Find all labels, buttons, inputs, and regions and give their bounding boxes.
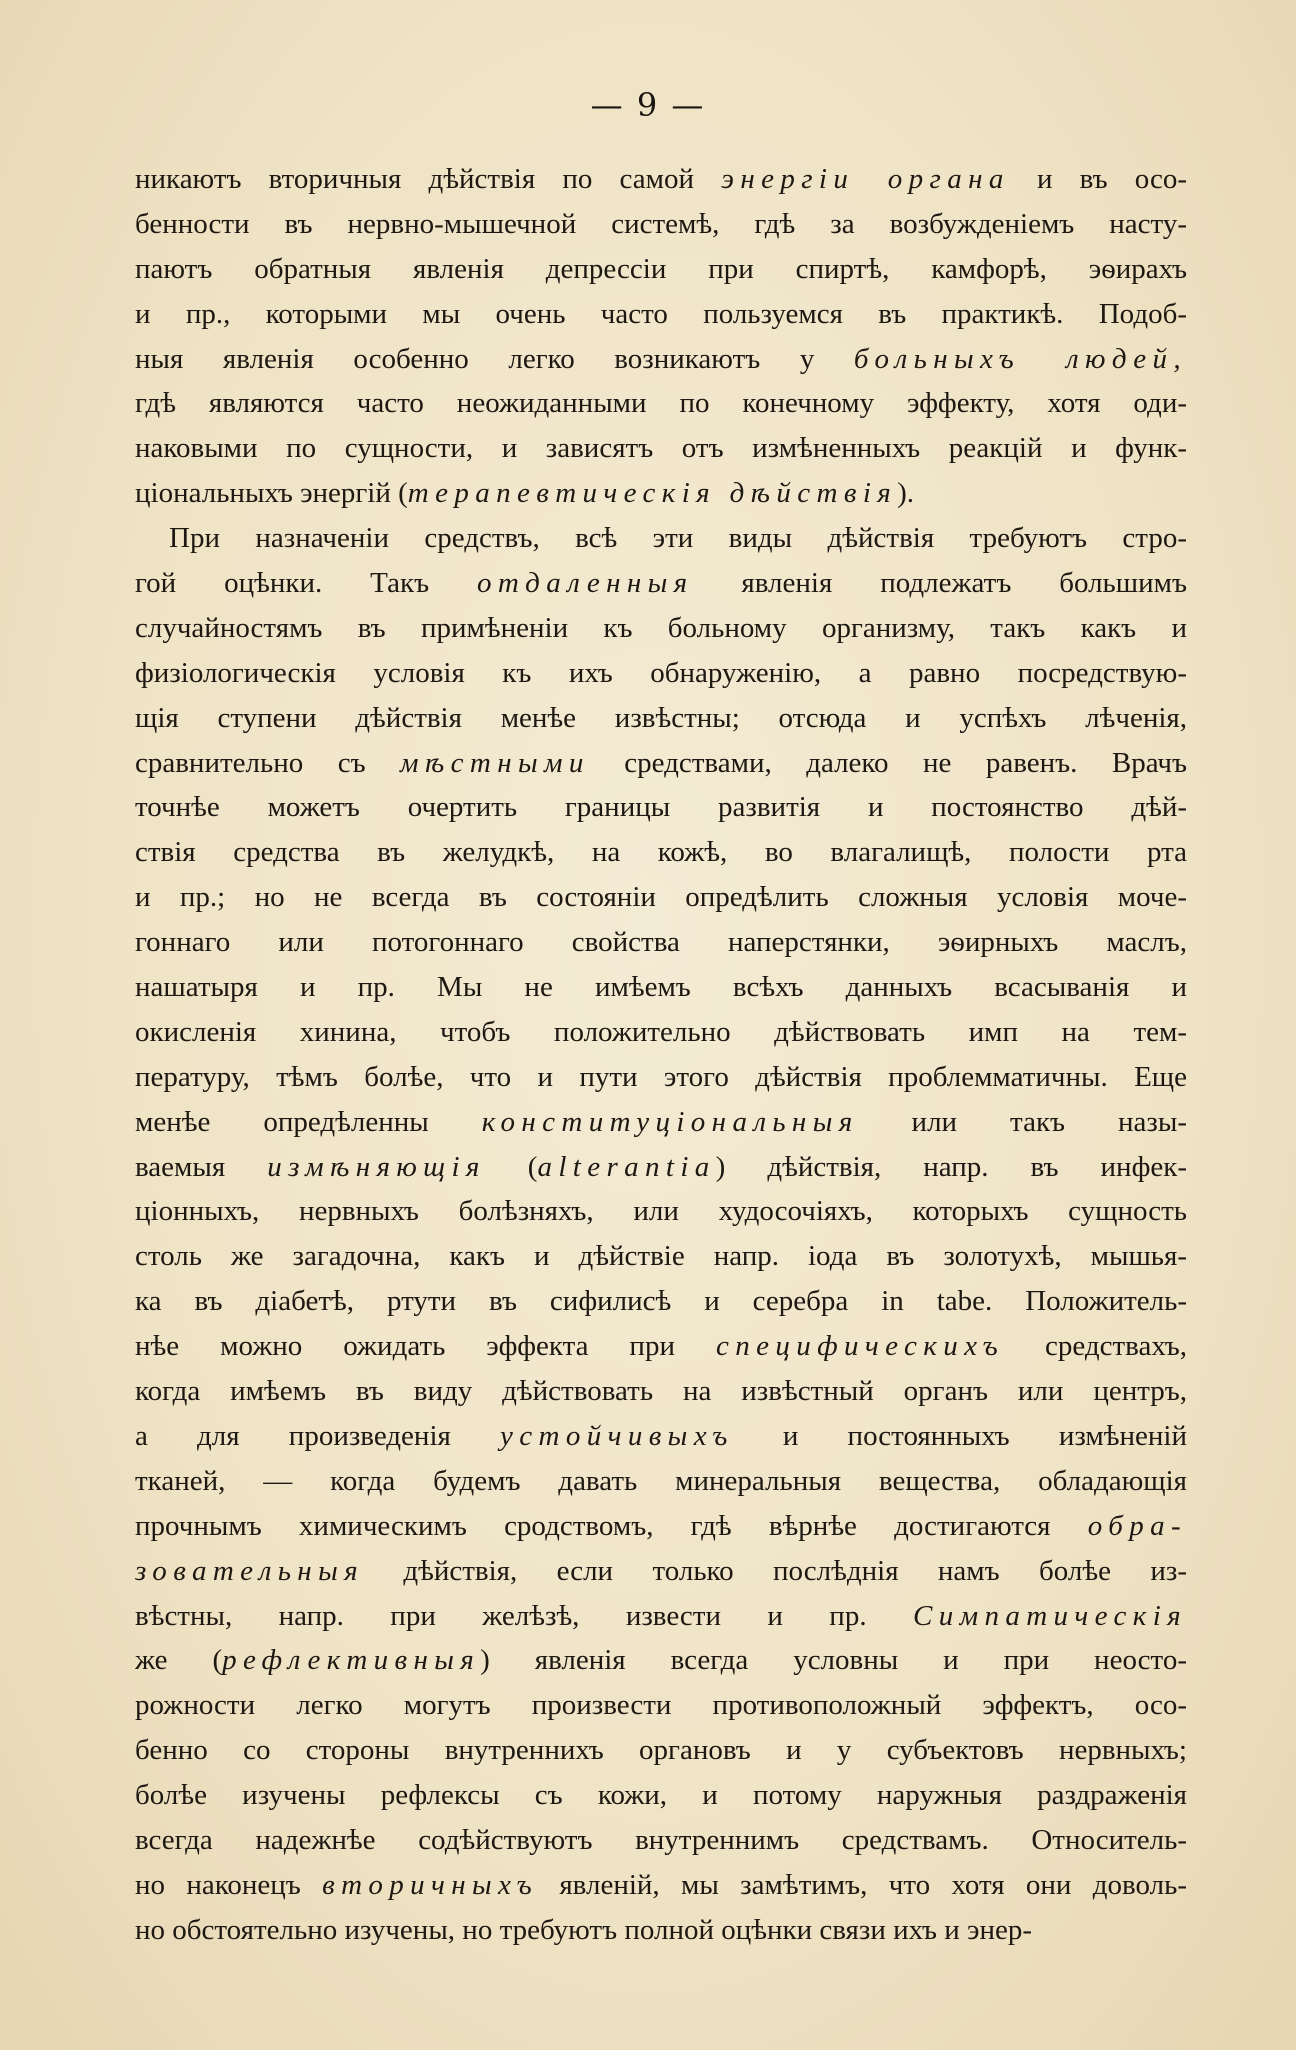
text-run: ціонныхъ, нервныхъ болѣзняхъ, или худосочіяхъ, которыхъ сущность bbox=[135, 1195, 1187, 1228]
text-line bbox=[135, 651, 1187, 696]
text-line bbox=[135, 1683, 1187, 1728]
text-run: или такъ назы- bbox=[858, 1105, 1187, 1138]
text-run: прочнымъ химическимъ сродствомъ, гдѣ вѣрнѣе достигаются bbox=[135, 1509, 1088, 1542]
text-run: никаютъ вторичныя дѣйствія по самой bbox=[135, 163, 722, 195]
text-line bbox=[135, 1189, 1187, 1234]
text-run: бенности въ нервно-мышечной системѣ, гдѣ за возбужденіемъ насту- bbox=[135, 207, 1187, 240]
text-line bbox=[135, 1728, 1187, 1773]
text-line bbox=[135, 381, 1187, 426]
body-text bbox=[135, 157, 1187, 1953]
text-line bbox=[135, 1459, 1187, 1504]
emphasized-text: рефлективныя bbox=[222, 1644, 481, 1677]
text-run: же ( bbox=[135, 1644, 223, 1677]
text-line bbox=[135, 1549, 1187, 1594]
text-run: ) дѣйствія, напр. въ инфек- bbox=[715, 1150, 1187, 1183]
text-run: гдѣ являются часто неожиданными по конечному эффекту, хотя оди- bbox=[135, 387, 1187, 420]
text-run: но обстоятельно изучены, но требуютъ полной оцѣнки связи ихъ и энер- bbox=[135, 1913, 1033, 1946]
text-line bbox=[135, 1279, 1187, 1324]
emphasized-text: терапевтическія дѣйствія bbox=[407, 477, 898, 510]
text-line bbox=[135, 247, 1187, 292]
text-run: всегда надежнѣе содѣйствуютъ внутреннимъ средствамъ. Относитель- bbox=[135, 1823, 1187, 1856]
text-line bbox=[135, 1818, 1187, 1863]
text-run: точнѣе можетъ очертить границы развитія и постоянство дѣй- bbox=[135, 791, 1187, 824]
text-run: гоннаго или потогоннаго свойства наперстянки, эѳирныхъ маслъ, bbox=[135, 926, 1187, 959]
text-run: ( bbox=[485, 1150, 538, 1183]
text-run: а для произведенія bbox=[135, 1419, 501, 1452]
text-line bbox=[135, 516, 1187, 561]
text-line bbox=[135, 606, 1187, 651]
text-line bbox=[135, 696, 1187, 741]
text-run: При назначеніи средствъ, всѣ эти виды дѣйствія требуютъ стро- bbox=[169, 522, 1187, 555]
text-line bbox=[135, 875, 1187, 920]
text-line bbox=[135, 1324, 1187, 1369]
text-line bbox=[135, 1594, 1187, 1639]
text-line bbox=[135, 561, 1187, 606]
text-run: средствами, далеко не равенъ. Врачъ bbox=[589, 746, 1187, 779]
text-run: тканей, — когда будемъ давать минеральныя вещества, обладающія bbox=[135, 1464, 1187, 1497]
emphasized-text: alterantia bbox=[537, 1150, 716, 1183]
text-line bbox=[135, 1010, 1187, 1055]
text-run: ваемыя bbox=[135, 1150, 268, 1183]
emphasized-text: больныхъ людей, bbox=[853, 342, 1187, 375]
text-run: нѣе можно ожидать эффекта при bbox=[135, 1330, 716, 1363]
text-line bbox=[135, 965, 1187, 1010]
text-run: и въ осо- bbox=[1009, 163, 1187, 195]
text-line bbox=[135, 1234, 1187, 1279]
text-line bbox=[135, 292, 1187, 337]
text-line bbox=[135, 157, 1187, 202]
text-line bbox=[135, 426, 1187, 471]
text-run: ціональныхъ энергій ( bbox=[135, 477, 408, 510]
text-line bbox=[135, 1863, 1187, 1908]
text-line bbox=[135, 1908, 1187, 1953]
emphasized-text: зовательныя bbox=[135, 1554, 364, 1587]
text-run: и пр., которыми мы очень часто пользуемся въ практикѣ. Подоб- bbox=[135, 297, 1187, 330]
text-line bbox=[135, 1773, 1187, 1818]
text-line bbox=[135, 1504, 1187, 1549]
emphasized-text: Симпатическія bbox=[912, 1599, 1187, 1632]
emphasized-text: мѣстными bbox=[400, 746, 590, 779]
text-run: и пр.; но не всегда въ состояніи опредѣлить сложныя условія моче- bbox=[135, 881, 1187, 914]
text-run: ка въ діабетѣ, ртути въ сифилисѣ и серебра in tabe. Положитель- bbox=[135, 1285, 1187, 1318]
text-run: болѣе изучены рефлексы съ кожи, и потому наружныя раздраженія bbox=[135, 1779, 1187, 1812]
text-run: окисленія хинина, чтобъ положительно дѣйствовать имп на тем- bbox=[135, 1015, 1187, 1048]
text-run: рожности легко могутъ произвести противоположный эффектъ, осо- bbox=[135, 1689, 1187, 1722]
text-line bbox=[135, 1369, 1187, 1414]
text-line bbox=[135, 1638, 1187, 1683]
emphasized-text: отдаленныя bbox=[476, 567, 694, 600]
text-line bbox=[135, 202, 1187, 247]
text-line bbox=[135, 1145, 1187, 1190]
text-line bbox=[135, 741, 1187, 786]
text-run: ствія средства въ желудкѣ, на кожѣ, во влагалищѣ, полости рта bbox=[135, 836, 1187, 869]
text-run: сравнительно съ bbox=[135, 746, 401, 779]
text-run: бенно со стороны внутреннихъ органовъ и у субъектовъ нервныхъ; bbox=[135, 1734, 1187, 1767]
text-run: наковыми по сущности, и зависятъ отъ измѣненныхъ реакцій и функ- bbox=[135, 432, 1187, 465]
text-line bbox=[135, 1055, 1187, 1100]
text-run: дѣйствія, если только послѣднія намъ болѣе из- bbox=[363, 1554, 1187, 1587]
text-line bbox=[135, 1414, 1187, 1459]
text-run: и постоянныхъ измѣненій bbox=[733, 1419, 1187, 1452]
text-run: гой оцѣнки. Такъ bbox=[135, 567, 477, 600]
text-run: ныя явленія особенно легко возникаютъ у bbox=[135, 342, 854, 375]
emphasized-text: обра- bbox=[1087, 1509, 1187, 1542]
text-line bbox=[135, 830, 1187, 875]
emphasized-text: энергіи органа bbox=[721, 163, 1010, 195]
text-run: ). bbox=[897, 477, 915, 510]
text-run: вѣстны, напр. при желѣзѣ, извести и пр. bbox=[135, 1599, 913, 1632]
text-run: пературу, тѣмъ болѣе, что и пути этого дѣйствія проблемматичны. Еще bbox=[135, 1060, 1187, 1093]
text-run: менѣе опредѣленны bbox=[135, 1105, 482, 1138]
text-run: нашатыря и пр. Мы не имѣемъ всѣхъ данныхъ всасыванія и bbox=[135, 971, 1187, 1004]
emphasized-text: вторичныхъ bbox=[322, 1868, 539, 1901]
text-run: физіологическія условія къ ихъ обнаруженію, а равно посредствую- bbox=[135, 656, 1187, 689]
page-number: — 9 — bbox=[590, 86, 706, 124]
text-run: средствахъ, bbox=[1004, 1330, 1187, 1363]
text-line bbox=[135, 337, 1187, 382]
emphasized-text: устойчивыхъ bbox=[500, 1419, 734, 1452]
text-run: когда имѣемъ въ виду дѣйствовать на извѣстный органъ или центръ, bbox=[135, 1375, 1187, 1408]
emphasized-text: специфическихъ bbox=[715, 1330, 1005, 1363]
text-run: явленій, мы замѣтимъ, что хотя они доволь- bbox=[538, 1868, 1187, 1901]
text-line bbox=[135, 1100, 1187, 1145]
text-run: случайностямъ въ примѣненіи къ больному организму, такъ какъ и bbox=[135, 611, 1187, 644]
text-line bbox=[135, 471, 1187, 516]
text-run: щія ступени дѣйствія менѣе извѣстны; отсюда и успѣхъ лѣченія, bbox=[135, 701, 1187, 734]
text-line bbox=[135, 785, 1187, 830]
text-run: но наконецъ bbox=[135, 1868, 323, 1901]
text-run: явленія подлежатъ большимъ bbox=[693, 567, 1187, 600]
emphasized-text: конституціональныя bbox=[481, 1105, 859, 1138]
text-run: столь же загадочна, какъ и дѣйствіе напр. іода въ золотухѣ, мышья- bbox=[135, 1240, 1187, 1273]
text-run: паютъ обратныя явленія депрессіи при спиртѣ, камфорѣ, эѳирахъ bbox=[135, 252, 1187, 285]
emphasized-text: измѣняющія bbox=[267, 1150, 486, 1183]
text-run: ) явленія всегда условны и при неосто- bbox=[480, 1644, 1187, 1677]
text-line bbox=[135, 920, 1187, 965]
